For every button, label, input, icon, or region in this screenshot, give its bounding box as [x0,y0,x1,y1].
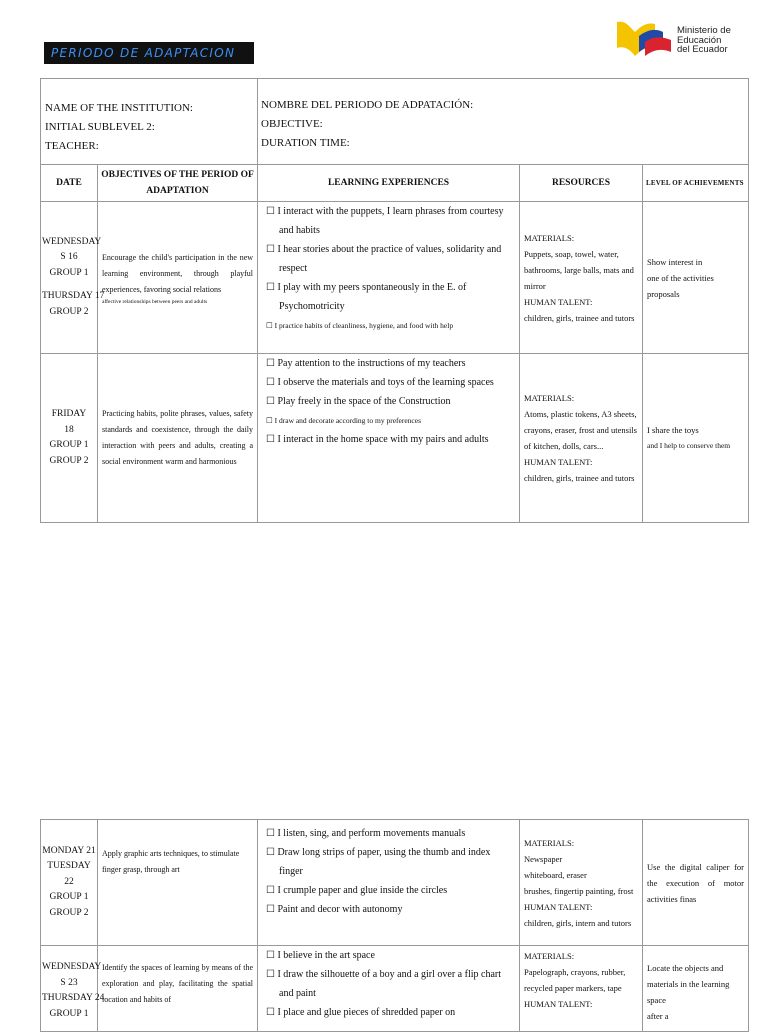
row-objective: Apply graphic arts techniques, to stimulate finger grasp, through art [98,820,258,946]
adaptation-plan-table-continued [40,819,749,1032]
row-resources: MATERIALS: Puppets, soap, towel, water, bathrooms, large balls, mats and mirror HUMAN TALENT: children, girls, trainee and tutors [520,202,643,354]
row-achievement: Locate the objects and materials in the learning space after a [643,946,749,1032]
row-resources: MATERIALS: Papelograph, crayons, rubber, recycled paper markers, tape HUMAN TALENT: [520,946,643,1032]
list-item: ☐ I interact with the puppets, I learn phrases from courtesy and habits [266,206,504,236]
table-row [41,354,749,523]
list-item: ☐ Draw long strips of paper, using the thumb and index finger [266,847,491,877]
row-experiences [258,202,520,354]
list-item: ☐ I play with my peers spontaneously in the E. of Psychomotricity [266,282,467,312]
col-date: DATE [41,165,98,202]
row-date: FRIDAY 18 GROUP 1 GROUP 2 [41,354,98,523]
list-item: ☐ I crumple paper and glue inside the circles [266,885,448,896]
list-item: ☐ I observe the materials and toys of the learning spaces [266,377,494,388]
list-item: ☐ I interact in the home space with my pairs and adults [266,434,489,445]
row-resources: MATERIALS: Newspaper whiteboard, eraser brushes, fingertip painting, frost HUMAN TALENT: children, girls, intern and tutors [520,820,643,946]
list-item: ☐ Paint and decor with autonomy [266,904,403,915]
col-objectives: OBJECTIVES OF THE PERIOD OF ADAPTATION [98,165,258,202]
row-experiences [258,354,520,523]
table-row [41,820,749,946]
column-header-row [41,165,749,202]
institution-header-row [41,79,749,165]
row-experiences [258,820,520,946]
row-objective: Practicing habits, polite phrases, values, safety standards and coexistence, through the daily interaction with peers and adults, creating a social environment warm and harmonious [98,354,258,523]
institution-info: NAME OF THE INSTITUTION: INITIAL SUBLEVEL 2: TEACHER: [41,79,258,165]
row-achievement: Use the digital caliper for the execution of motor activities finas [643,820,749,946]
adaptation-plan-table [40,78,749,523]
ecuador-flag-icon [615,18,673,60]
list-item: ☐ I listen, sing, and perform movements manuals [266,828,466,839]
list-item: ☐ Pay attention to the instructions of my teachers [266,358,466,369]
ministry-logo [615,18,740,60]
row-date: MONDAY 21 TUESDAY 22 GROUP 1 GROUP 2 [41,820,98,946]
list-item: ☐ I draw and decorate according to my preferences [266,416,421,425]
col-experiences: LEARNING EXPERIENCES [258,165,520,202]
period-info: NOMBRE DEL PERIODO DE ADPATACIÓN: OBJECTIVE: DURATION TIME: [258,79,749,165]
table-row [41,946,749,1032]
row-objective: Identify the spaces of learning by means of the exploration and play, facilitating the spatial location and habits of [98,946,258,1032]
row-experiences [258,946,520,1032]
list-item: ☐ I practice habits of cleanliness, hygiene, and food with help [266,321,454,330]
period-banner [44,42,254,64]
row-achievement: Show interest in one of the activities proposals [643,202,749,354]
table-row [41,202,749,354]
col-achievements: LEVEL OF ACHIEVEMENTS [643,165,749,202]
list-item: ☐ Play freely in the space of the Construction [266,396,451,407]
row-date: WEDNESDAY S 23 THURSDAY 24 GROUP 1 [41,946,98,1032]
list-item: ☐ I believe in the art space [266,950,375,961]
row-achievement: I share the toys and I help to conserve them [643,354,749,523]
row-resources: MATERIALS: Atoms, plastic tokens, A3 sheets, crayons, eraser, frost and utensils of kitchen, dolls, cars... HUMAN TALENT: children, girls, trainee and tutors [520,354,643,523]
list-item: ☐ I place and glue pieces of shredded paper on [266,1007,456,1018]
row-objective: Encourage the child's participation in the new learning environment, through playful experiences, favoring social relations affective relationships between peers and adults [98,202,258,354]
list-item: ☐ I hear stories about the practice of values, solidarity and respect [266,244,502,274]
banner-title: PERIODO DE ADAPTACION [51,46,236,60]
row-date: WEDNESDAY S 16 GROUP 1 THURSDAY 17 GROUP 2 [41,202,98,354]
ministry-name: Ministerio de Educación del Ecuador [677,25,731,55]
col-resources: RESOURCES [520,165,643,202]
list-item: ☐ I draw the silhouette of a boy and a girl over a flip chart and paint [266,969,501,999]
